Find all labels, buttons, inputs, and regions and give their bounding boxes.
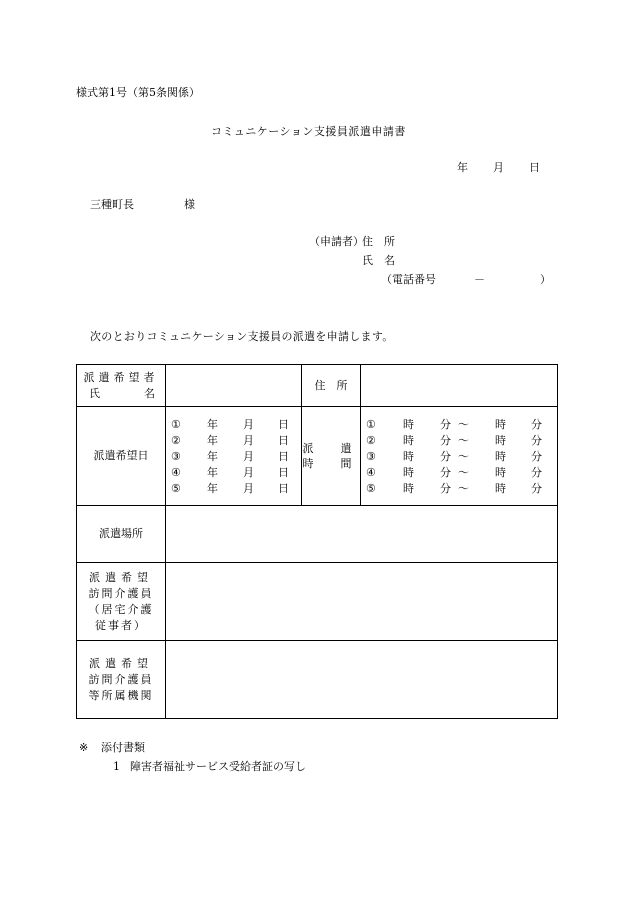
- application-table: [76, 364, 558, 719]
- time-hour-start: 時: [403, 450, 414, 463]
- dispatch-date-row: [166, 449, 301, 465]
- date-month: 月: [243, 482, 254, 495]
- date-month: 月: [243, 418, 254, 431]
- dispatch-date-row: [166, 433, 301, 449]
- applicant-address-label: 住 所: [362, 235, 395, 248]
- dispatch-time-row: [361, 417, 557, 433]
- dispatch-time-list: [361, 415, 557, 497]
- date-day-label: 日: [529, 161, 540, 174]
- time-minute-end: 分: [531, 466, 542, 479]
- helper-header-line: （居宅介護: [88, 602, 154, 616]
- time-minute-end: 分: [531, 418, 542, 431]
- time-minute-end: 分: [531, 434, 542, 447]
- applicant-label: （申請者）: [309, 235, 364, 248]
- time-hour-end: 時: [495, 434, 506, 447]
- address-cell[interactable]: [361, 365, 558, 407]
- applicant-name-header-line2: [77, 386, 165, 402]
- time-tilde: ～: [458, 482, 469, 495]
- addressee-name: 三種町長: [90, 198, 134, 211]
- intro-text: 次のとおりコミュニケーション支援員の派遣を申請します。: [90, 330, 394, 343]
- date-day: 日: [278, 450, 289, 463]
- date-year: 年: [207, 434, 218, 447]
- date-num: ③: [171, 450, 181, 463]
- time-minute-end: 分: [531, 482, 542, 495]
- date-num: ②: [171, 434, 181, 447]
- agency-header-line: 派遣希望: [89, 656, 153, 670]
- date-year: 年: [207, 418, 218, 431]
- time-hour-start: 時: [403, 418, 414, 431]
- time-num: ①: [366, 418, 376, 431]
- date-day: 日: [278, 466, 289, 479]
- dispatch-time-row: [361, 481, 557, 497]
- date-year-label: 年: [457, 161, 468, 174]
- dispatch-date-row: [166, 465, 301, 481]
- form-number: 様式第1号（第5条関係）: [76, 86, 200, 99]
- note-item-number: 1: [113, 760, 120, 773]
- time-tilde: ～: [458, 450, 469, 463]
- date-day: 日: [278, 482, 289, 495]
- time-num: ③: [366, 450, 376, 463]
- note-mark: ※: [79, 741, 89, 754]
- agency-header-line: 訪問介護員: [88, 672, 154, 686]
- time-num: ②: [366, 434, 376, 447]
- time-tilde: ～: [458, 466, 469, 479]
- dispatch-date-row: [166, 417, 301, 433]
- applicant-phone-close: ）: [540, 273, 551, 286]
- helper-header-line: 訪問介護員: [88, 586, 154, 600]
- time-minute-start: 分: [440, 434, 451, 447]
- time-hour-start: 時: [403, 466, 414, 479]
- applicant-name-header-line1: 派遣希望者: [83, 370, 159, 384]
- dispatch-place-header: 派遣場所: [77, 506, 166, 563]
- note-heading: 添付書類: [101, 741, 145, 754]
- dispatch-place-cell[interactable]: [166, 506, 558, 563]
- date-month: 月: [243, 450, 254, 463]
- applicant-name-header-shi: 氏: [89, 386, 100, 400]
- dispatch-time-header: [302, 407, 361, 506]
- time-hour-end: 時: [495, 482, 506, 495]
- dispatch-time-row: [361, 433, 557, 449]
- date-year: 年: [207, 466, 218, 479]
- time-hour-end: 時: [495, 466, 506, 479]
- dispatch-time-row: [361, 465, 557, 481]
- applicant-name-cell[interactable]: [166, 365, 302, 407]
- time-minute-start: 分: [440, 418, 451, 431]
- time-tilde: ～: [458, 418, 469, 431]
- dispatch-date-header: 派遣希望日: [77, 407, 166, 506]
- document-title: コミュニケーション支援員派遣申請書: [211, 125, 406, 138]
- time-minute-start: 分: [440, 482, 451, 495]
- date-month: 月: [243, 466, 254, 479]
- time-hour-end: 時: [495, 418, 506, 431]
- dispatch-times-cell[interactable]: [361, 407, 558, 506]
- agency-cell[interactable]: [166, 641, 558, 719]
- time-num: ④: [366, 466, 376, 479]
- time-minute-start: 分: [440, 450, 451, 463]
- addressee-honorific: 様: [184, 198, 195, 211]
- time-minute-start: 分: [440, 466, 451, 479]
- dispatch-date-list: [166, 415, 301, 497]
- time-hour-end: 時: [495, 450, 506, 463]
- dispatch-time-row: [361, 449, 557, 465]
- dispatch-dates-cell[interactable]: [166, 407, 302, 506]
- time-hour-start: 時: [403, 482, 414, 495]
- applicant-name-header-mei: 名: [144, 386, 155, 400]
- date-num: ⑤: [171, 482, 181, 495]
- helper-header-line: 派遣希望: [89, 570, 153, 584]
- time-tilde: ～: [458, 434, 469, 447]
- dispatch-time-header-line2: 時 間: [302, 457, 360, 470]
- date-num: ①: [171, 418, 181, 431]
- applicant-name-label: 氏 名: [362, 254, 395, 267]
- address-header: 住 所: [302, 365, 361, 407]
- date-month: 月: [243, 434, 254, 447]
- date-month-label: 月: [493, 161, 504, 174]
- helper-header-line: 従事者）: [95, 618, 147, 632]
- time-num: ⑤: [366, 482, 376, 495]
- date-day: 日: [278, 434, 289, 447]
- agency-header-line: 等所属機関: [88, 688, 154, 702]
- time-minute-end: 分: [531, 450, 542, 463]
- date-day: 日: [278, 418, 289, 431]
- agency-header: [77, 641, 166, 719]
- dispatch-time-header-line1: 派 遣: [302, 442, 360, 455]
- helper-header: [77, 563, 166, 641]
- date-year: 年: [207, 482, 218, 495]
- date-num: ④: [171, 466, 181, 479]
- applicant-name-header: [77, 365, 166, 407]
- helper-cell[interactable]: [166, 563, 558, 641]
- note-item-text: 障害者福祉サービス受給者証の写し: [130, 760, 306, 773]
- dispatch-date-row: [166, 481, 301, 497]
- date-year: 年: [207, 450, 218, 463]
- applicant-phone-label: （電話番号: [381, 273, 436, 286]
- applicant-phone-dash: －: [474, 273, 485, 286]
- time-hour-start: 時: [403, 434, 414, 447]
